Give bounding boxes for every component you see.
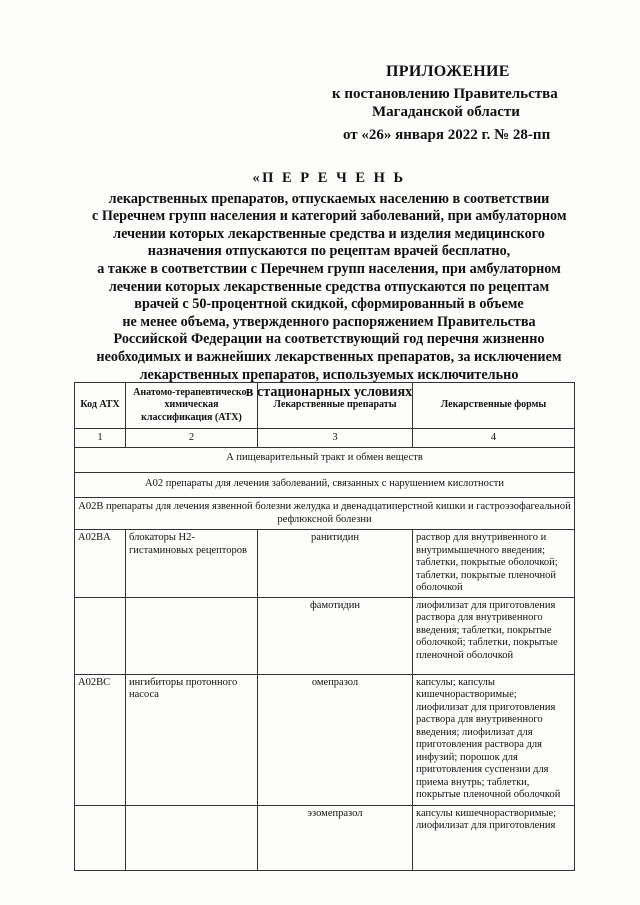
column-number: 4 [413, 429, 575, 448]
section-label: А02 препараты для лечения заболеваний, связанных с нарушением кислотности [75, 472, 575, 498]
resolution-reference: к постановлению Правительства [332, 86, 558, 102]
list-title [92, 170, 566, 402]
list-title-line: в стационарных условиях [245, 384, 413, 401]
list-title-line: Российской Федерации на соответствующий год перечня жизненно [113, 331, 545, 348]
dosage-forms: раствор для внутривенного и внутримышечного введения; таблетки, покрытые оболочкой; таблетки, покрытые пленочной оболочкой [413, 530, 575, 598]
header-atc-code: Код АТХ [75, 383, 126, 429]
section-row [75, 448, 575, 473]
section-label: А02В препараты для лечения язвенной болезни желудка и двенадцатиперстной кишки и гастроэзофагеальной рефлюксной болезни [75, 498, 575, 530]
table-row [75, 530, 575, 598]
list-title-line: назначения отпускаются по рецептам врачей бесплатно, [147, 243, 511, 260]
dosage-forms: лиофилизат для приготовления раствора для внутривенного введения; таблетки, покрытые оболочкой; таблетки, покрытые пленочной оболочкой [413, 597, 575, 674]
table-header-row [75, 383, 575, 429]
list-title-line: с Перечнем групп населения и категорий заболеваний, при амбулаторном [92, 208, 567, 225]
list-title-line: не менее объема, утвержденного распоряжением Правительства [122, 313, 536, 330]
list-title-line: лечении которых лекарственные средства отпускаются по рецептам [108, 278, 550, 295]
region-name: Магаданской области [372, 104, 520, 120]
atc-code [75, 597, 126, 674]
dosage-forms: капсулы кишечнорастворимые; лиофилизат для приготовления [413, 805, 575, 870]
drug-list-table [74, 382, 575, 871]
column-number: 2 [126, 429, 258, 448]
atc-group: ингибиторы протонного насоса [126, 674, 258, 805]
list-title-line: лекарственных препаратов, отпускаемых населению в соответствии [108, 190, 550, 207]
section-row [75, 472, 575, 498]
table-row [75, 597, 575, 674]
table-row [75, 805, 575, 870]
atc-group [126, 805, 258, 870]
header-drugs: Лекарственные препараты [258, 383, 413, 429]
drug-name: фамотидин [258, 597, 413, 674]
section-row [75, 498, 575, 530]
header-dosage-forms: Лекарственные формы [413, 383, 575, 429]
resolution-date-number: от «26» января 2022 г. № 28-пп [343, 127, 551, 143]
list-title-line: лечении которых лекарственные средства и изделия медицинского [113, 225, 545, 242]
drug-name: эзомепразол [258, 805, 413, 870]
list-title-line: лекарственных препаратов, используемых исключительно [139, 366, 519, 383]
column-number: 3 [258, 429, 413, 448]
section-label: А пищеварительный тракт и обмен веществ [75, 448, 575, 473]
column-number: 1 [75, 429, 126, 448]
header-atc-classification: Анатомо-терапевтическо-химическая классификация (АТХ) [126, 383, 258, 429]
atc-code: A02BC [75, 674, 126, 805]
column-number-row [75, 429, 575, 448]
list-title-line: врачей с 50-процентной скидкой, сформированный в объеме [134, 296, 524, 313]
atc-code [75, 805, 126, 870]
table-row [75, 674, 575, 805]
drug-name: омепразол [258, 674, 413, 805]
atc-group: блокаторы Н2-гистаминовых рецепторов [126, 530, 258, 598]
drug-name: ранитидин [258, 530, 413, 598]
atc-code: A02BA [75, 530, 126, 598]
atc-group [126, 597, 258, 674]
list-heading-word: «П Е Р Е Ч Е Н Ь [252, 170, 406, 186]
dosage-forms: капсулы; капсулы кишечнорастворимые; лиофилизат для приготовления раствора для внутривенного введения; лиофилизат для приготовления раствора для инфузий; порошок для приготовления суспензии для приема внутрь; таблетки, покрытые пленочной оболочкой [413, 674, 575, 805]
list-title-line: необходимых и важнейших лекарственных препаратов, за исключением [96, 348, 562, 365]
list-title-line: а также в соответствии с Перечнем групп населения, при амбулаторном [97, 260, 561, 277]
appendix-title: ПРИЛОЖЕНИЕ [386, 63, 510, 80]
